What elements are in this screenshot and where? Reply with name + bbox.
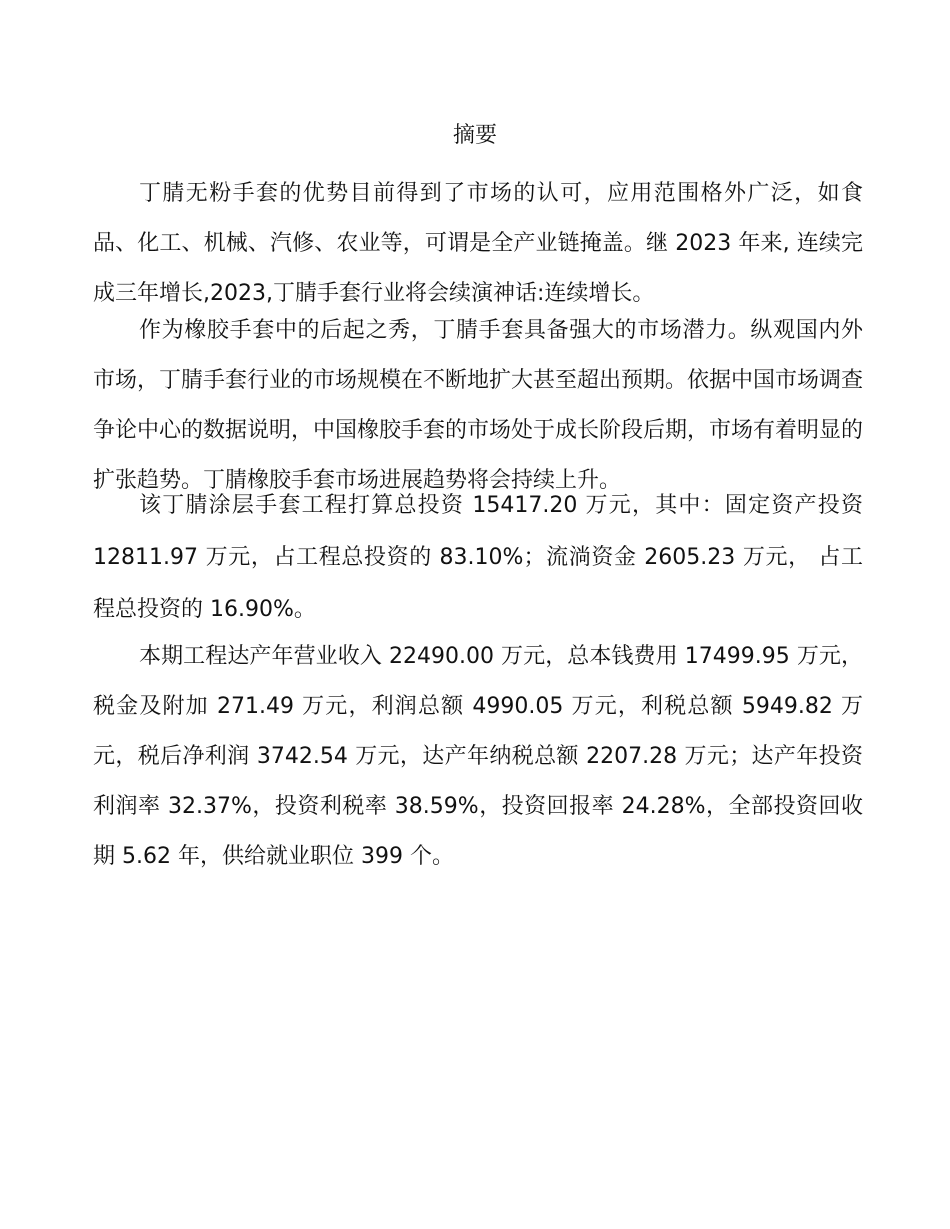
paragraph-investment: 该丁腈涂层手套工程打算总投资 15417.20 万元，其中：固定资产投资 12811.97 万元，占工程总投资的 83.10%；流淌资金 2605.23 万元， 占工程总投资的 16.90%。 (93, 493, 863, 622)
paragraph-intro: 丁腈无粉手套的优势目前得到了市场的认可，应用范围格外广泛，如食品、化工、机械、汽修、农业等，可谓是全产业链掩盖。继 2023 年来, 连续完成三年增长,2023,丁腈手套行业将会续演神话:连续增长。 (93, 181, 863, 306)
page-title: 摘要 (452, 123, 497, 148)
paragraph-financials: 本期工程达产年营业收入 22490.00 万元，总本钱费用 17499.95 万元，税金及附加 271.49 万元，利润总额 4990.05 万元，利税总额 5949.82 万元，税后净利润 3742.54 万元，达产年纳税总额 2207.28 万元；达产年投资利润率 32.37%，投资利税率 38.59%，投资回报率 24.28%，全部投资回收期 5.62 年，供给就业职位 399 个。 (93, 644, 863, 869)
paragraph-market: 作为橡胶手套中的后起之秀，丁腈手套具备强大的市场潜力。纵观国内外市场，丁腈手套行业的市场规模在不断地扩大甚至超出预期。依据中国市场调查争论中心的数据说明，中国橡胶手套的市场处于成长阶段后期，市场有着明显的扩张趋势。丁腈橡胶手套市场进展趋势将会持续上升。 (93, 318, 864, 493)
